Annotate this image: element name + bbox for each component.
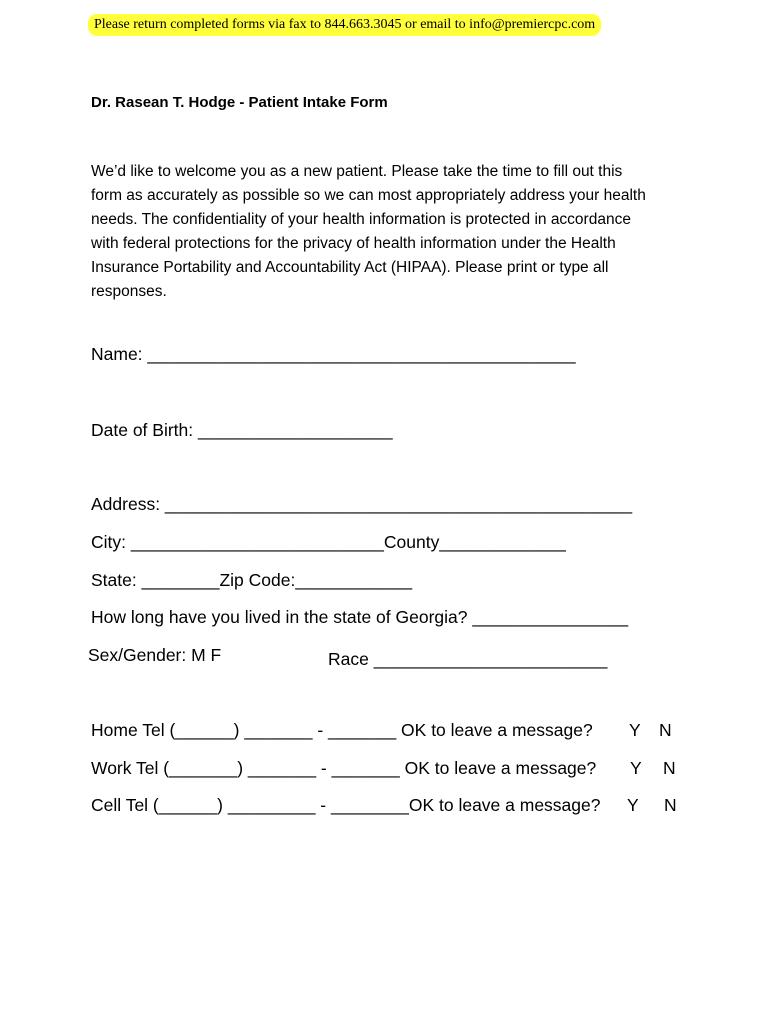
form-title: Dr. Rasean T. Hodge - Patient Intake Form: [91, 94, 388, 111]
intro-line: needs. The confidentiality of your health information is protected in accordance: [91, 211, 631, 228]
intro-line: Insurance Portability and Accountability Act (HIPAA). Please print or type all: [91, 259, 609, 276]
home-message-yes[interactable]: Y: [629, 720, 641, 740]
state-zip-field[interactable]: State: ________Zip Code:____________: [91, 570, 413, 590]
work-message-no[interactable]: N: [663, 758, 676, 778]
work-message-yes[interactable]: Y: [630, 758, 642, 778]
cell-message-yes[interactable]: Y: [627, 795, 639, 815]
intro-line: form as accurately as possible so we can most appropriately address your health: [91, 187, 646, 204]
intro-line: responses.: [91, 283, 167, 300]
georgia-residency-field[interactable]: How long have you lived in the state of Georgia? ________________: [91, 607, 629, 627]
return-instructions-banner: Please return completed forms via fax to 844.663.3045 or email to info@premiercpc.com: [88, 14, 601, 36]
name-field[interactable]: Name: ____________________________________________: [91, 344, 576, 364]
city-county-field[interactable]: City: __________________________County_____________: [91, 532, 566, 552]
intro-line: with federal protections for the privacy of health information under the Health: [91, 235, 616, 252]
home-message-no[interactable]: N: [659, 720, 672, 740]
home-tel-field[interactable]: Home Tel (______) _______ - _______ OK to leave a message?: [91, 720, 593, 740]
cell-tel-field[interactable]: Cell Tel (______) _________ - ________OK to leave a message?: [91, 795, 601, 815]
address-field[interactable]: Address: ________________________________________________: [91, 494, 633, 514]
work-tel-field[interactable]: Work Tel (_______) _______ - _______ OK to leave a message?: [91, 758, 597, 778]
intro-line: We’d like to welcome you as a new patient. Please take the time to fill out this: [91, 163, 623, 180]
cell-message-no[interactable]: N: [664, 795, 677, 815]
race-field[interactable]: Race ________________________: [328, 649, 608, 669]
intro-paragraph: [91, 160, 681, 304]
date-of-birth-field[interactable]: Date of Birth: ____________________: [91, 420, 393, 440]
sex-gender-field[interactable]: Sex/Gender: M F: [88, 645, 222, 665]
